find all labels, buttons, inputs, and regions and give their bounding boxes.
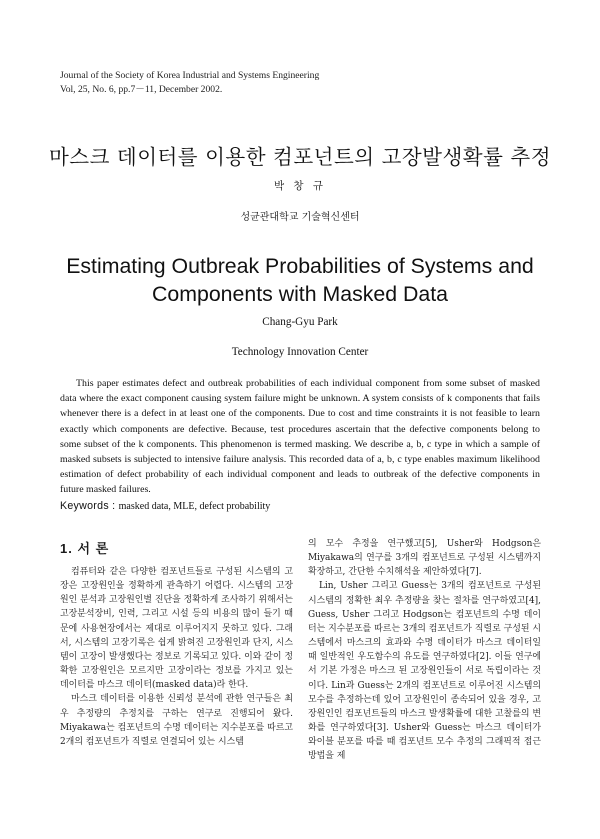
body-column-left bbox=[60, 537, 293, 749]
english-affiliation: Technology Innovation Center bbox=[231, 346, 369, 358]
paragraph: 컴퓨터와 같은 다양한 컴포넌트들로 구성된 시스템의 고장은 고장원인을 정확하게 관측하기 어렵다. 시스템의 고장원인 분석과 고장원인별 진단을 정확하게 조사하기 위해서는 고장분석장비, 인력, 그리고 시설 등의 비용의 많이 들기 때문에 사용현장에서는 제대로 이루어지지 못하고 있다. 그래서, 시스템의 고장기록은 쉽게 밝혀진 고장원인과 단지, 시스템이 고장이 발생했다는 정보로 기록되고 있다. 이와 같이 정확한 고장원인은 모르지만 고장이라는 정보를 가지고 있는 데이터를 마스크 데이터(masked data)라 한다. bbox=[60, 567, 293, 691]
keywords-label: Keywords : bbox=[60, 500, 119, 512]
english-author: Chang-Gyu Park bbox=[262, 316, 338, 328]
paragraph: 마스크 데이터를 이용한 신뢰성 분석에 관한 연구들은 최우 추정량의 추정치를 구하는 연구로 진행되어 왔다. Miyakawa는 컴포넌트의 수명 데이터는 지수분포를 따르고 2개의 컴포넌트가 직렬로 연결되어 있는 시스템 bbox=[60, 694, 293, 747]
paragraph: Lin, Usher 그리고 Guess는 3개의 컴포넌트로 구성된 시스템의 정확한 최우 추정량을 찾는 절차를 연구하였고[4], Guess, Usher 그리고 Hodgson는 컴포넌트의 수명 데이터는 지수분포를 따르는 3개의 컴포넌트가 직렬로 구성된 시스템에서 마스크의 효과와 수명 데이터가 마스크 데이터일 때 일반적인 우도함수의 유도를 연구하였다[2]. 이들 연구에서 기본 가정은 마스크 된 고장원인들이 서로 독립이라는 것이다. Lin과 Guess는 2개의 컴포넌트로 이루어진 시스템의 모수를 추정하는데 있어 고장원인이 종속되어 있을 경우, 고장원인인 컴포넌트들의 마스크 발생확률에 대한 고찰를의 변화를 연구하였다[3]. Usher와 Guess는 마스크 데이터가 와이블 분포를 따를 때 컴포넌트 모수 추정의 그래픽적 접근방법을 제 bbox=[308, 581, 541, 762]
journal-header bbox=[60, 69, 319, 97]
english-title-line1: Estimating Outbreak Probabilities of Systems and bbox=[66, 254, 534, 278]
journal-name: Journal of the Society of Korea Industrial and Systems Engineering bbox=[60, 70, 320, 81]
section-heading: 1. 서 론 bbox=[60, 541, 110, 556]
korean-title: 마스크 데이터를 이용한 컴포넌트의 고장발생확률 추정 bbox=[48, 145, 552, 169]
keywords-text: masked data, MLE, defect probability bbox=[118, 501, 271, 512]
korean-author: 박 창 규 bbox=[273, 180, 327, 192]
english-title-line2: Components with Masked Data bbox=[152, 282, 448, 306]
keywords bbox=[60, 500, 270, 512]
english-title bbox=[0, 252, 600, 308]
paragraph: 의 모수 추정을 연구했고[5], Usher와 Hodgson은 Miyakawa의 연구를 3개의 컴포넌트로 구성된 시스템까지 확장하고, 간단한 수치해석을 제안하였다[7]. bbox=[308, 539, 541, 578]
korean-affiliation: 성균관대학교 기술혁신센터 bbox=[240, 212, 360, 223]
journal-volume-info: Vol, 25, No. 6, pp.7－11, December 2002. bbox=[60, 84, 223, 95]
body-column-right bbox=[308, 537, 541, 764]
abstract: This paper estimates defect and outbreak probabilities of each individual component from some subset of masked data where the exact component causing system failure might be unknown. A system consists of k components that fails whenever there is a defect in at least one of the components. Due to cost and time constraints it is not feasible to learn exactly which components are defective. Because, test procedures ascertain that the defective components belong to some subset of the k components. This phenomenon is termed masking. We describe a, b, c type in which a sample of masked subsets is subjected to intensive failure analysis. This recorded data of a, b, c type enables maximum likelihood estimation of defect probability of each individual component and leads to outbreak of the defective components in future masked failures. bbox=[60, 378, 540, 496]
